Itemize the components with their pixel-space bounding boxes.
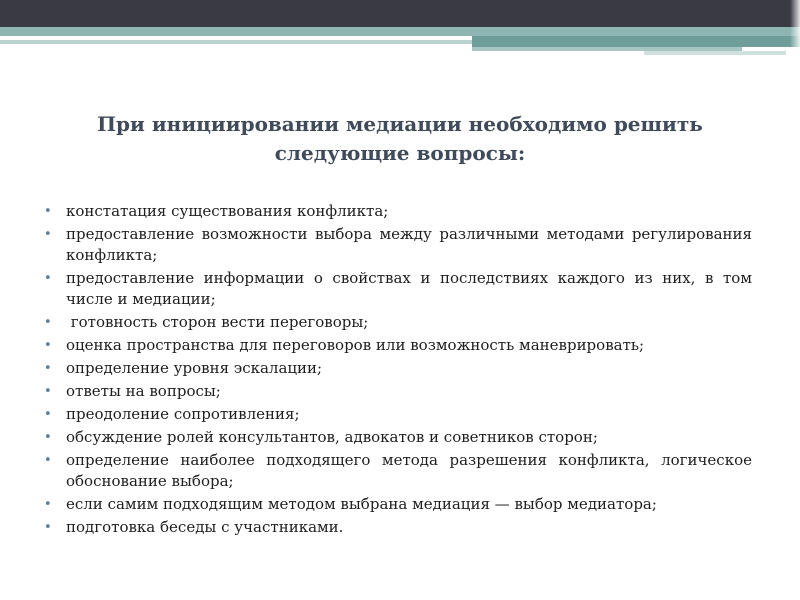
list-item <box>44 201 752 222</box>
list-item <box>44 268 752 310</box>
list-item-text: если самим подходящим методом выбрана медиация — выбор медиатора; <box>66 495 657 513</box>
list-item <box>44 450 752 492</box>
header-band-dark <box>0 0 800 27</box>
list-item <box>44 494 752 515</box>
bullet-icon: • <box>44 497 52 512</box>
list-item-text: подготовка беседы с участниками. <box>66 518 344 536</box>
list-item-text: констатация существования конфликта; <box>66 202 389 220</box>
bullet-icon: • <box>44 453 52 468</box>
list-item-text: предоставление информации о свойствах и последствиях каждого из них, в том числе и медиации; <box>66 269 752 308</box>
list-item <box>44 404 752 425</box>
list-item-text: оценка пространства для переговоров или возможность маневрировать; <box>66 336 645 354</box>
bullet-icon: • <box>44 430 52 445</box>
list-item-text: готовность сторон вести переговоры; <box>66 313 369 331</box>
header-band-teal-right <box>472 36 800 47</box>
list-item <box>44 427 752 448</box>
header-corner-fade <box>790 0 800 50</box>
list-item <box>44 312 752 333</box>
list-item-text: обсуждение ролей консультантов, адвокатов и советников сторон; <box>66 428 598 446</box>
bullet-icon: • <box>44 315 52 330</box>
header-band-teal-left <box>0 40 472 44</box>
header-band-teal <box>0 27 800 36</box>
list-item-text: ответы на вопросы; <box>66 382 221 400</box>
bullet-icon: • <box>44 520 52 535</box>
header-band-teal-right-3 <box>644 51 786 55</box>
slide-title: При инициировании медиации необходимо решить следующие вопросы: <box>97 112 703 165</box>
bullet-icon: • <box>44 407 52 422</box>
bullet-list <box>44 201 752 540</box>
list-item <box>44 517 752 538</box>
list-item-text: определение наиболее подходящего метода разрешения конфликта, логическое обоснование выбора; <box>66 451 752 490</box>
list-item-text: предоставление возможности выбора между различными методами регулирования конфликта; <box>66 225 752 264</box>
list-item <box>44 224 752 266</box>
bullet-icon: • <box>44 227 52 242</box>
bullet-icon: • <box>44 271 52 286</box>
bullet-icon: • <box>44 338 52 353</box>
list-item <box>44 335 752 356</box>
list-item <box>44 381 752 402</box>
list-item <box>44 358 752 379</box>
bullet-icon: • <box>44 361 52 376</box>
list-item-text: преодоление сопротивления; <box>66 405 300 423</box>
list-item-text: определение уровня эскалации; <box>66 359 323 377</box>
bullet-icon: • <box>44 384 52 399</box>
bullet-icon: • <box>44 204 52 219</box>
